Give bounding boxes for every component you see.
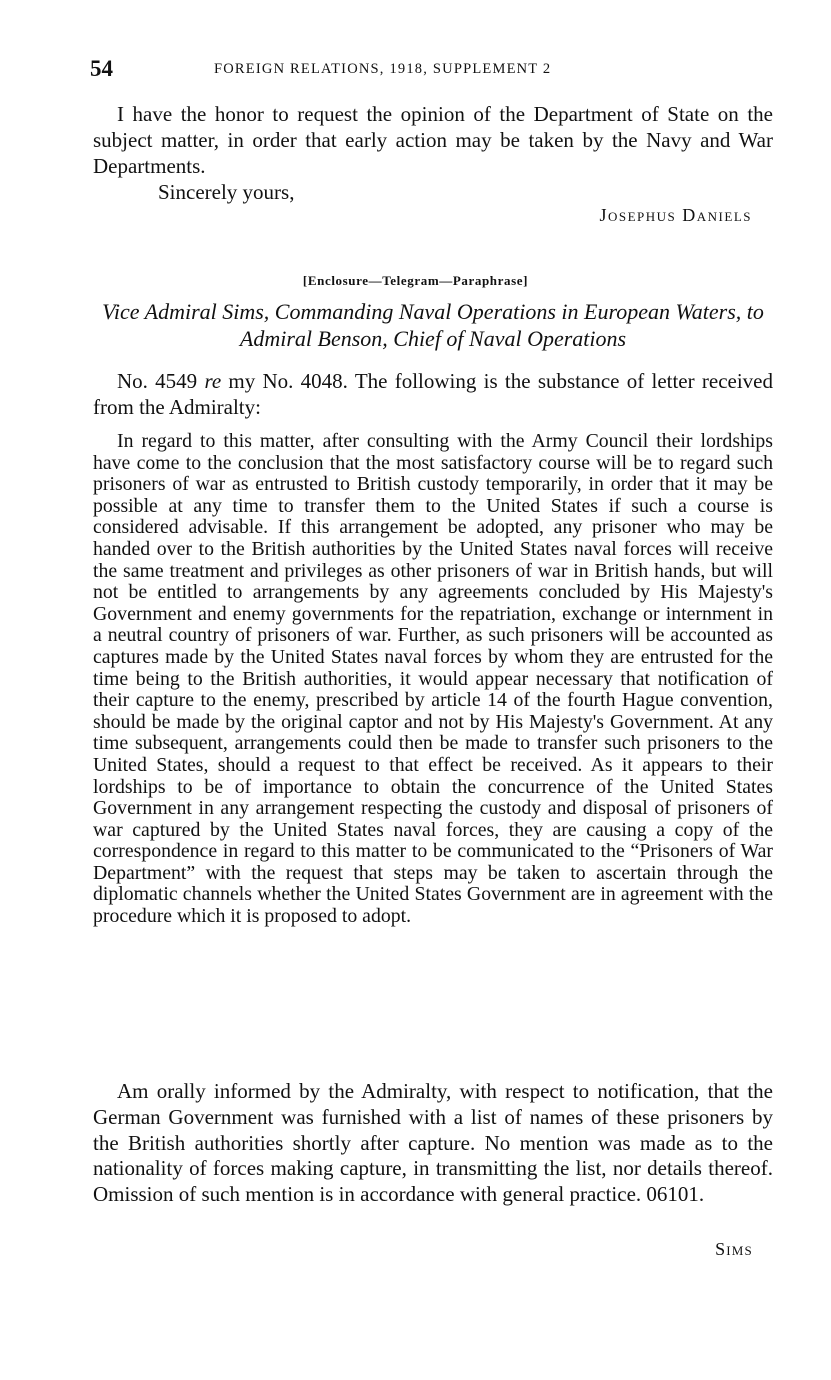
letter-closing: Sincerely yours, — [158, 180, 295, 204]
telegram-intro-paragraph — [93, 368, 773, 420]
telegram-intro-re: re — [204, 369, 222, 393]
page-header — [90, 56, 750, 86]
enclosure-note: [Enclosure—Telegram—Paraphrase] — [302, 273, 529, 288]
page-number: 54 — [90, 56, 113, 81]
telegram-signature: Sims — [715, 1239, 753, 1259]
telegram-closing-paragraph: Am orally informed by the Admiralty, with respect to notification, that the German Government was furnished with a list of names of these prisoners by the British authorities shortly after capture. No mention was made as to the nationality of forces making capture, in transmitting the list, nor details thereof. Omission of such mention is in accordance with general practice. 06101. — [93, 1079, 773, 1207]
telegram-heading: Vice Admiral Sims, Commanding Naval Operations in European Waters, to Admiral Benson, Chief of Naval Operations — [102, 299, 764, 351]
quoted-admiralty-letter: In regard to this matter, after consulting with the Army Council their lordships have come to the conclusion that the most satisfactory course will be to regard such prisoners of war as entrusted to British custody temporarily, in order that it may be possible at any time to transfer them to the United States if such a course is considered advisable. If this arrangement be adopted, any prisoner who may be handed over to the British authorities by the United States naval forces will receive the same treatment and privileges as other prisoners of war in British hands, but will not be entitled to arrangements by any agreements concluded by His Majesty's Government and enemy governments for the repatriation, exchange or internment in a neutral country of prisoners of war. Further, as such prisoners will be accounted as captures made by the United States naval forces by whom they are entrusted for the time being to the British authorities, it would appear necessary that notification of their capture to the enemy, prescribed by article 14 of the fourth Hague convention, should be made by the original captor and not by His Majesty's Government. At any time subsequent, arrangements could then be made to transfer such prisoners to the United States, should a request to that effect be received. As it appears to their lordships to be of importance to obtain the concurrence of the United States Government in any arrangement respecting the custody and disposal of prisoners of war captured by the United States naval forces, they are causing a copy of the correspondence in regard to this matter to be communicated to the “Prisoners of War Department” with the request that steps may be taken to ascertain through the diplomatic channels whether the United States Government are in agreement with the procedure which it is proposed to adopt. — [93, 430, 773, 928]
telegram-intro-prefix: No. 4549 — [117, 369, 205, 393]
letter-signature: Josephus Daniels — [599, 205, 752, 225]
telegram-intro-suffix: my No. 4048. The following is the substance of letter received from the Admiralty: — [93, 369, 773, 419]
running-head: FOREIGN RELATIONS, 1918, SUPPLEMENT 2 — [214, 61, 552, 77]
letter-body-paragraph: I have the honor to request the opinion of the Department of State on the subject matter, in order that early action may be taken by the Navy and War Departments. — [93, 102, 773, 178]
